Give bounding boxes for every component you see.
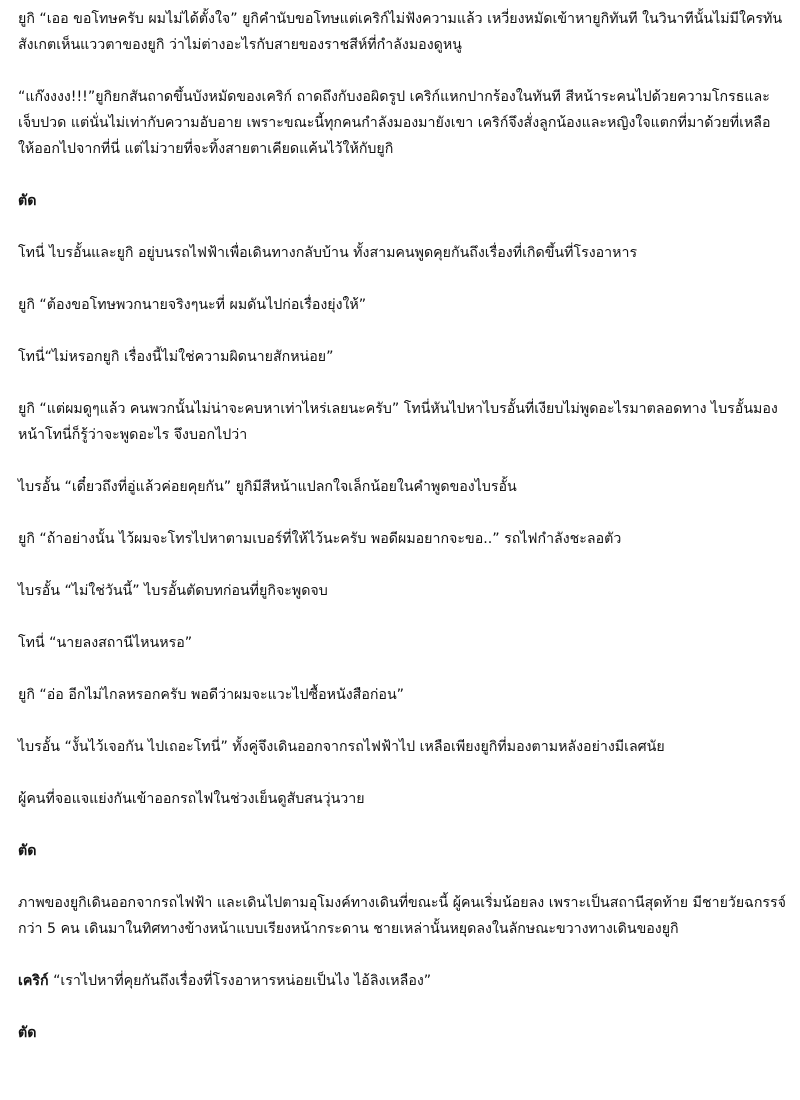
paragraph-5: ยูกิ “ต้องขอโทษพวกนายจริงๆนะที่ ผมดันไปก่อเรื่องยุ่งให้” <box>18 297 367 313</box>
scene-cut-heading: ตัด <box>18 193 37 209</box>
paragraph-12: ยูกิ “อ่อ อีกไม่ไกลหรอกครับ พอดีว่าผมจะแวะไปซื้อหนังสือก่อน” <box>18 687 404 703</box>
paragraph-4: โทนี่ ไบรอั้นและยูกิ อยู่บนรถไฟฟ้าเพื่อเดินทางกลับบ้าน ทั้งสามคนพูดคุยกันถึงเรื่องที่เกิดขึ้นที่โรงอาหาร <box>18 245 638 261</box>
paragraph-10: ไบรอั้น “ไม่ใช่วันนี้” ไบรอั้นตัดบทก่อนที่ยูกิจะพูดจบ <box>18 583 328 599</box>
speaker-dialogue: “เราไปหาที่คุยกันถึงเรื่องที่โรงอาหารหน่อยเป็นไง ไอ้ลิงเหลือง” <box>53 973 432 989</box>
paragraph-17 <box>18 968 786 994</box>
paragraph-16: ภาพของยูกิเดินออกจากรถไฟฟ้า และเดินไปตามอุโมงค์ทางเดินที่ขณะนี้ ผู้คนเริ่มน้อยลง เพราะเป็นสถานีสุดท้าย มีชายวัยฉกรรจ์กว่า 5 คน เดินมาในทิศทางข้างหน้าแบบเรียงหน้ากระดาน ชายเหล่านั้นหยุดลงในลักษณะขวางทางเดินของยูกิ <box>18 895 786 937</box>
paragraph-14: ผู้คนที่จอแจแย่งกันเข้าออกรถไฟในช่วงเย็นดูสับสนวุ่นวาย <box>18 791 365 807</box>
paragraph-1: ยูกิ “เออ ขอโทษครับ ผมไม่ได้ตั้งใจ” ยูกิคำนับขอโทษแต่เคริก์ไม่ฟังความแล้ว เหวี่ยงหมัดเข้าหายูกิทันที ในวินาทีนั้นไม่มีใครทันสังเกตเห็นแววตาของยูกิ ว่าไม่ต่างอะไรกับสายของราชสีห์ที่กำลังมองดูหนู <box>18 11 783 53</box>
scene-cut-heading: ตัด <box>18 1025 37 1041</box>
scene-cut-heading: ตัด <box>18 843 37 859</box>
paragraph-9: ยูกิ “ถ้าอย่างนั้น ไว้ผมจะโทรไปหาตามเบอร์ที่ให้ไว้นะครับ พอดีผมอยากจะขอ..” รถไฟกำลังชะลอตัว <box>18 531 622 547</box>
paragraph-7: ยูกิ “แต่ผมดูๆแล้ว คนพวกนั้นไม่น่าจะคบหาเท่าไหร่เลยนะครับ” โทนี่หันไปหาไบรอั้นที่เงียบไม่พูดอะไรมาตลอดทาง ไบรอั้นมองหน้าโทนี่ก็รู้ว่าจะพูดอะไร จึงบอกไปว่า <box>18 401 778 443</box>
paragraph-11: โทนี่ “นายลงสถานีไหนหรอ” <box>18 635 193 651</box>
speaker-name: เคริก์ <box>18 973 49 989</box>
paragraph-8: ไบรอั้น “เดี๋ยวถึงที่อู่แล้วค่อยคุยกัน” ยูกิมีสีหน้าแปลกใจเล็กน้อยในคำพูดของไบรอั้น <box>18 479 517 495</box>
paragraph-6: โทนี่“ไม่หรอกยูกิ เรื่องนี้ไม่ใช่ความผิดนายสักหน่อย” <box>18 349 334 365</box>
paragraph-2: “แก๊งงงง!!!”ยูกิยกสันถาดขึ้นบังหมัดของเคริก์ ถาดถึงกับงอผิดรูป เคริก์แหกปากร้องในทันที สีหน้าระคนไปด้วยความโกรธและเจ็บปวด แต่นั่นไม่เท่ากับความอับอาย เพราะขณะนี้ทุกคนกำลังมองมายังเขา เคริก์จึงสั่งลูกน้องและหญิงใจแตกที่มาด้วยที่เหลือให้ออกไปจากที่นี่ แต่ไม่วายที่จะทิ้งสายตาเคียดแค้นไว้ให้กับยูกิ <box>18 89 771 157</box>
paragraph-13: ไบรอั้น “งั้นไว้เจอกัน ไปเถอะโทนี่” ทั้งคู่จึงเดินออกจากรถไฟฟ้าไป เหลือเพียงยูกิที่มองตามหลังอย่างมีเลศนัย <box>18 739 665 755</box>
